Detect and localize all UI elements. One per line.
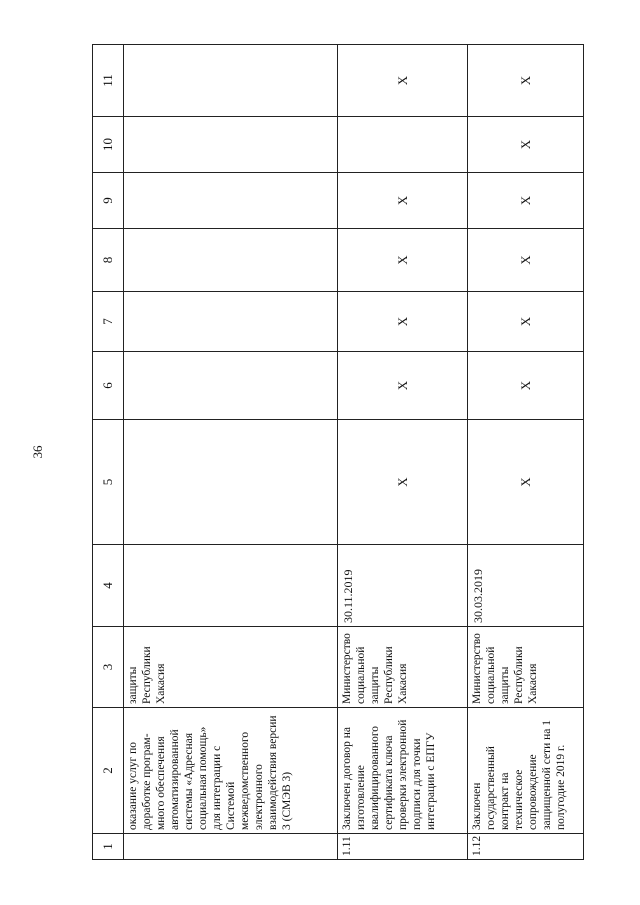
row-organization: защиты Республики Хакасия: [124, 627, 338, 708]
row-mark: Х: [338, 292, 468, 352]
row-date: [124, 545, 338, 627]
row-mark: Х: [468, 45, 584, 117]
row-organization: Министерство социальной защиты Республики Хакасия: [338, 627, 468, 708]
column-number: 2: [93, 708, 124, 834]
row-mark: [124, 229, 338, 292]
row-mark: [124, 45, 338, 117]
row-mark: [124, 292, 338, 352]
row-date: 30.03.2019: [468, 545, 584, 627]
table-row: [468, 45, 584, 860]
row-mark: Х: [338, 229, 468, 292]
row-description: Заключен государственный контракт на техническое сопровождение защищенной сети на 1 полугодие 2019 г.: [468, 708, 584, 834]
column-number: 10: [93, 117, 124, 173]
column-number: 8: [93, 229, 124, 292]
column-number: 11: [93, 45, 124, 117]
row-number: [124, 834, 338, 860]
rotated-table-page: [92, 45, 582, 860]
row-date: 30.11.2019: [338, 545, 468, 627]
row-mark: Х: [338, 173, 468, 229]
page-number: 36: [30, 445, 45, 459]
row-mark: [124, 420, 338, 545]
row-mark: [124, 352, 338, 420]
row-description: оказание услуг по доработке програм-много обеспечения автоматизированной системы «Адресная социальная помощь» для интеграции с Системой межведомственного электронного взаимодействия версии 3 (СМЭВ 3): [124, 708, 338, 834]
row-organization: Министерство социальной защиты Республики Хакасия: [468, 627, 584, 708]
row-mark: Х: [338, 420, 468, 545]
row-mark: [124, 173, 338, 229]
table-row: [338, 45, 468, 860]
row-mark: Х: [468, 292, 584, 352]
row-description: Заключен договор на изготовление квалифицированного сертификата ключа проверки электронной подписи для точки интеграции с ЕПГУ: [338, 708, 468, 834]
column-number: 7: [93, 292, 124, 352]
column-number: 1: [93, 834, 124, 860]
row-mark: Х: [338, 45, 468, 117]
column-number: 5: [93, 420, 124, 545]
column-number: 3: [93, 627, 124, 708]
column-number: 4: [93, 545, 124, 627]
row-mark: Х: [468, 173, 584, 229]
row-number: 1.11: [338, 834, 468, 860]
row-mark: Х: [468, 352, 584, 420]
row-mark: [124, 117, 338, 173]
plan-table: [92, 44, 584, 860]
row-mark: Х: [338, 352, 468, 420]
row-mark: Х: [468, 117, 584, 173]
row-mark: Х: [468, 229, 584, 292]
column-number-row: [93, 45, 124, 860]
row-number: 1.12: [468, 834, 584, 860]
table-row: [124, 45, 338, 860]
row-mark: Х: [468, 420, 584, 545]
column-number: 9: [93, 173, 124, 229]
row-mark: [338, 117, 468, 173]
column-number: 6: [93, 352, 124, 420]
